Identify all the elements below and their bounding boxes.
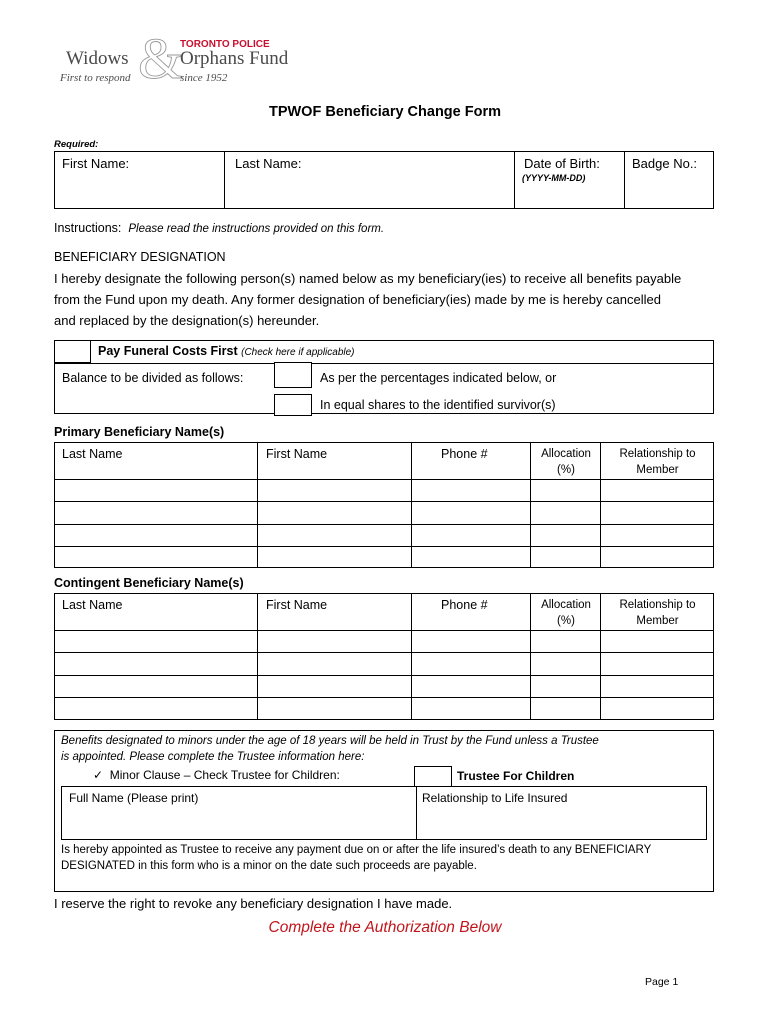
- member-info-box: [54, 151, 714, 209]
- table-row[interactable]: [55, 652, 713, 675]
- dob-format-hint: (YYYY-MM-DD): [522, 173, 586, 183]
- col-last-name: Last Name: [62, 598, 123, 612]
- col-phone: Phone #: [441, 598, 488, 612]
- last-name-field[interactable]: Last Name:: [235, 156, 302, 171]
- equal-shares-label: In equal shares to the identified survivor(s): [320, 398, 556, 412]
- col-phone: Phone #: [441, 447, 488, 461]
- trustee-note: is appointed. Please complete the Trustee information here:: [61, 751, 365, 763]
- trustee-relationship-field[interactable]: Relationship to Life Insured: [422, 791, 568, 805]
- table-row[interactable]: [55, 479, 713, 501]
- col-allocation-line: (%): [557, 615, 575, 627]
- table-row[interactable]: [55, 501, 713, 524]
- trustee-appointment-text: Is hereby appointed as Trustee to receive any payment due on or after the life insured’s death to any BENEFICIARY: [61, 844, 652, 856]
- logo-tag-right: since 1952: [180, 72, 228, 84]
- instructions: [54, 221, 384, 235]
- logo-tag-left: First to respond: [60, 72, 131, 84]
- logo-widows: Widows: [66, 48, 129, 69]
- funeral-costs-label: [98, 344, 355, 358]
- designation-line: and replaced by the designation(s) hereunder.: [54, 313, 320, 328]
- col-relationship: [601, 597, 714, 629]
- trustee-checkbox[interactable]: [414, 766, 452, 787]
- divider: [416, 787, 417, 839]
- col-first-name: First Name: [266, 598, 328, 612]
- required-label: Required:: [54, 139, 99, 150]
- trustee-details-grid: [61, 786, 707, 840]
- distribution-options-box: [54, 340, 714, 414]
- minor-clause-text: Minor Clause – Check Trustee for Children:: [109, 768, 340, 782]
- funeral-costs-checkbox[interactable]: [54, 340, 91, 363]
- badge-number-field[interactable]: Badge No.:: [632, 156, 698, 171]
- instructions-text: Please read the instructions provided on this form.: [128, 223, 385, 235]
- minor-clause-label: [93, 768, 340, 782]
- col-allocation: [531, 597, 601, 629]
- trustee-for-children-label: Trustee For Children: [457, 769, 575, 783]
- date-of-birth-field[interactable]: Date of Birth:: [524, 156, 600, 171]
- contingent-beneficiary-table: [54, 593, 714, 720]
- trustee-appointment-text: DESIGNATED in this form who is a minor on the date such proceeds are payable.: [61, 860, 477, 872]
- funeral-costs-text: Pay Funeral Costs First: [98, 344, 238, 358]
- first-name-field[interactable]: First Name:: [62, 156, 130, 171]
- logo-org-top: TORONTO POLICE: [180, 39, 270, 50]
- designation-line: I hereby designate the following person(s) named below as my beneficiary(ies) to receive all benefits payable: [54, 271, 682, 286]
- col-allocation-line: Allocation: [541, 448, 591, 460]
- logo-ampersand: &: [138, 28, 184, 90]
- primary-beneficiary-table: [54, 442, 714, 568]
- table-row[interactable]: [55, 697, 713, 720]
- col-relationship: [601, 446, 714, 478]
- col-relationship-line: Member: [636, 615, 679, 627]
- col-allocation-line: (%): [557, 464, 575, 476]
- instructions-colon: :: [117, 221, 122, 235]
- percentages-checkbox[interactable]: [274, 362, 312, 388]
- col-allocation-line: Allocation: [541, 599, 591, 611]
- col-relationship-line: Relationship to: [619, 448, 696, 460]
- designation-line: from the Fund upon my death. Any former designation of beneficiary(ies) made by me is hereby cancelled: [54, 292, 661, 307]
- col-last-name: Last Name: [62, 447, 123, 461]
- logo-orphans: Orphans Fund: [180, 48, 289, 69]
- col-first-name: First Name: [266, 447, 328, 461]
- table-row[interactable]: [55, 675, 713, 697]
- divider: [624, 152, 625, 208]
- equal-shares-checkbox[interactable]: [274, 394, 312, 416]
- funeral-note: (Check here if applicable): [241, 347, 355, 358]
- table-row[interactable]: [55, 630, 713, 652]
- table-row[interactable]: [55, 524, 713, 546]
- complete-authorization-note: Complete the Authorization Below: [268, 919, 502, 936]
- table-row[interactable]: [55, 546, 713, 568]
- trustee-note: Benefits designated to minors under the age of 18 years will be held in Trust by the Fund unless a Trustee: [61, 735, 599, 747]
- divider: [514, 152, 515, 208]
- contingent-heading: Contingent Beneficiary Name(s): [54, 576, 244, 590]
- tpwof-logo: [58, 28, 298, 90]
- col-relationship-line: Relationship to: [619, 599, 696, 611]
- designation-heading: BENEFICIARY DESIGNATION: [54, 250, 226, 264]
- form-title: TPWOF Beneficiary Change Form: [268, 104, 502, 120]
- instructions-label: Instructions: [54, 221, 118, 235]
- percentages-label: As per the percentages indicated below, or: [320, 371, 557, 385]
- balance-label: Balance to be divided as follows:: [62, 371, 244, 385]
- designation-paragraph: [54, 268, 719, 331]
- trustee-full-name-field[interactable]: Full Name (Please print): [69, 791, 199, 805]
- divider: [224, 152, 225, 208]
- page-number: Page 1: [645, 976, 679, 988]
- divider: [55, 363, 713, 364]
- col-allocation: [531, 446, 601, 478]
- col-relationship-line: Member: [636, 464, 679, 476]
- primary-heading: Primary Beneficiary Name(s): [54, 425, 225, 439]
- revoke-statement: I reserve the right to revoke any beneficiary designation I have made.: [54, 896, 453, 911]
- check-icon: ✓: [93, 768, 104, 782]
- trustee-box: [54, 730, 714, 892]
